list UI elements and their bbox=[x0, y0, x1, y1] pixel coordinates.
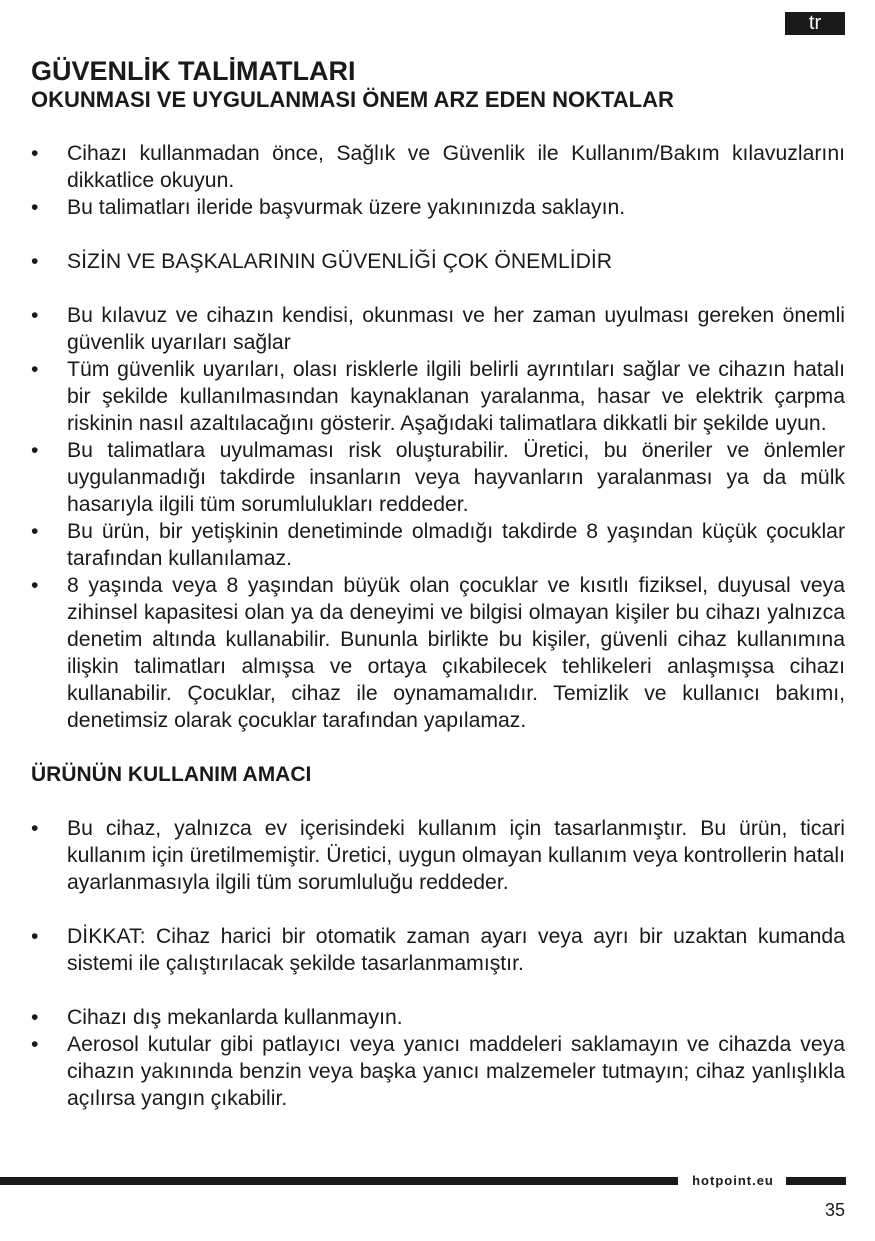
bullet-list-intro bbox=[31, 140, 845, 221]
list-item: • Tüm güvenlik uyarıları, olası risklerle ilgili belirli ayrıntıları sağlar ve cihazın hatalı bir şekilde kullanılmasından kaynaklanan yaralanma, hasar ve elektrik çarpma riskinin nasıl azaltılacağını gösterir. Aşağıdaki talimatlara dikkatli bir şekilde uyun. bbox=[31, 356, 845, 437]
bullet-list-intended-use bbox=[31, 815, 845, 896]
list-item: • Bu ürün, bir yetişkinin denetiminde olmadığı takdirde 8 yaşından küçük çocuklar tarafından kullanılamaz. bbox=[31, 518, 845, 572]
list-item: • Aerosol kutular gibi patlayıcı veya yanıcı maddeleri saklamayın ve cihazda veya cihazın yakınında benzin veya başka yanıcı malzemeler tutmayın; cihaz yanlışlıkla açılırsa yangın çıkabilir. bbox=[31, 1031, 845, 1112]
bullet-list-caution bbox=[31, 923, 845, 977]
language-badge: tr bbox=[785, 12, 845, 35]
footer-rule-left bbox=[0, 1177, 678, 1185]
page-title: GÜVENLİK TALİMATLARI bbox=[31, 56, 356, 86]
list-item: • Cihazı dış mekanlarda kullanmayın. bbox=[31, 1004, 845, 1031]
list-item: • 8 yaşında veya 8 yaşından büyük olan çocuklar ve kısıtlı fiziksel, duyusal veya zihinsel kapasitesi olan ya da deneyimi ve bilgisi olmayan kişiler bu cihazı yalnızca denetim altında kullanabilir. Bununla birlikte bu kişiler, güvenli cihaz kullanımına ilişkin talimatları almışsa ve ortaya çıkabilecek tehlikeleri anlaşmışsa cihazı kullanabilir. Çocuklar, cihaz ile oynamamalıdır. Temizlik ve kullanıcı bakımı, denetimsiz olarak çocuklar tarafından yapılamaz. bbox=[31, 572, 845, 734]
page-number: 35 bbox=[824, 1200, 845, 1220]
page-subtitle: OKUNMASI VE UYGULANMASI ÖNEM ARZ EDEN NOKTALAR bbox=[31, 87, 674, 112]
list-item: • DİKKAT: Cihaz harici bir otomatik zaman ayarı veya ayrı bir uzaktan kumanda sistemi ile çalıştırılacak şekilde tasarlanmamıştır. bbox=[31, 923, 845, 977]
bullet-list-safety-notice bbox=[31, 248, 845, 275]
list-item: • Bu cihaz, yalnızca ev içerisindeki kullanım için tasarlanmıştır. Bu ürün, ticari kullanım için üretilmemiştir. Üretici, uygun olmayan kullanım veya kontrollerin hatalı ayarlanmasıyla ilgili tüm sorumluluğu reddeder. bbox=[31, 815, 845, 896]
section-heading-intended-use: ÜRÜNÜN KULLANIM AMACI bbox=[31, 763, 312, 786]
bullet-list-usage-rules bbox=[31, 1004, 845, 1112]
list-item: • Cihazı kullanmadan önce, Sağlık ve Güvenlik ile Kullanım/Bakım kılavuzlarını dikkatlice okuyun. bbox=[31, 140, 845, 194]
list-item: • Bu kılavuz ve cihazın kendisi, okunması ve her zaman uyulması gereken önemli güvenlik uyarıları sağlar bbox=[31, 302, 845, 356]
footer-brand: hotpoint.eu bbox=[692, 1173, 774, 1188]
bullet-list-safety-warnings bbox=[31, 302, 845, 734]
list-item: • Bu talimatları ileride başvurmak üzere yakınınızda saklayın. bbox=[31, 194, 845, 221]
footer-rule-right bbox=[786, 1177, 846, 1185]
list-item: • Bu talimatlara uyulmaması risk oluşturabilir. Üretici, bu öneriler ve önlemler uygulanmadığı takdirde insanların veya hayvanların yaralanması ya da mülk hasarıyla ilgili tüm sorumlulukları reddeder. bbox=[31, 437, 845, 518]
list-item: • SİZİN VE BAŞKALARININ GÜVENLİĞİ ÇOK ÖNEMLİDİR bbox=[31, 248, 845, 275]
document-body bbox=[31, 140, 845, 1112]
